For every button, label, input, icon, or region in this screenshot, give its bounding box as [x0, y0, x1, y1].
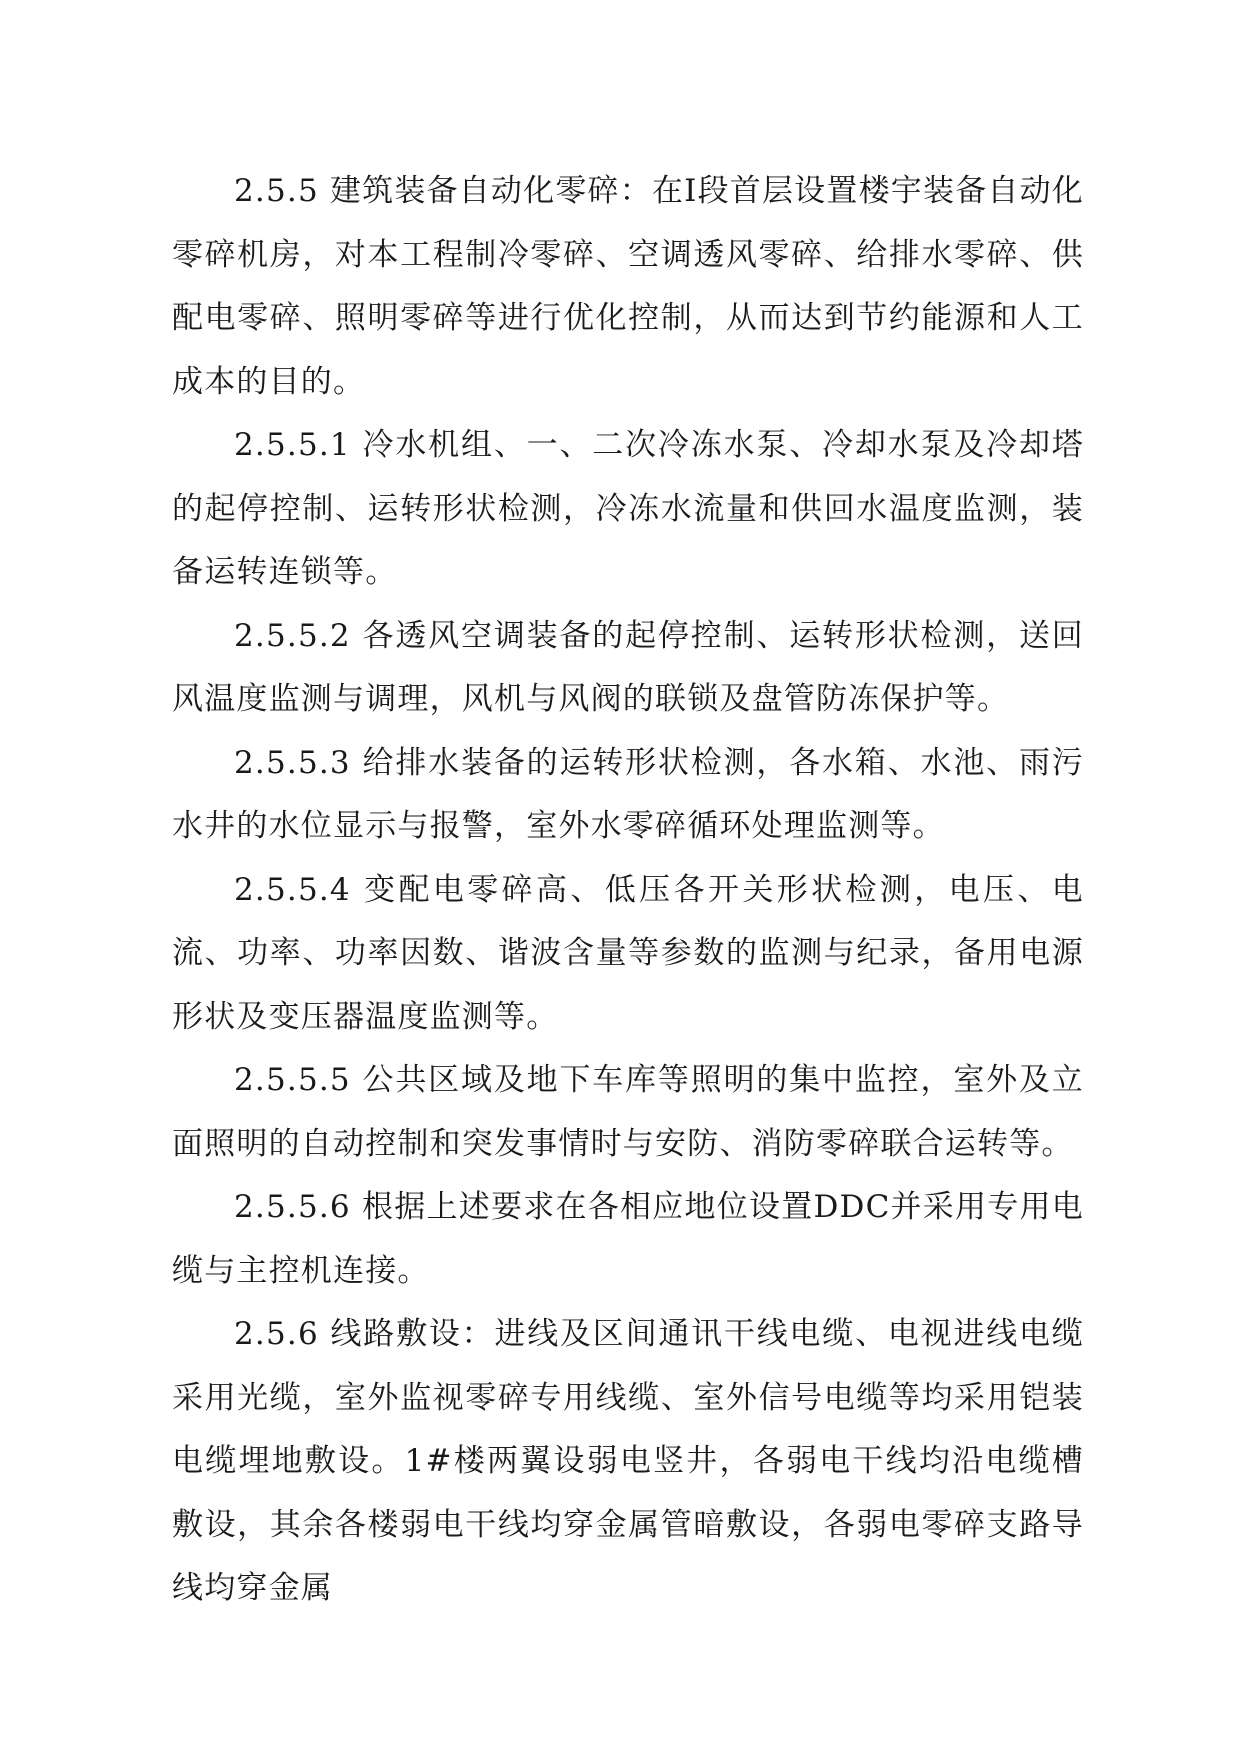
paragraph-2-5-5-2: 2.5.5.2 各透风空调装备的起停控制、运转形状检测，送回风温度监测与调理，风机与风阀的联锁及盘管防冻保护等。 [172, 617, 1084, 717]
paragraph-2-5-5-1: 2.5.5.1 冷水机组、一、二次冷冻水泵、冷却水泵及冷却塔的起停控制、运转形状检测，冷冻水流量和供回水温度监测，装备运转连锁等。 [172, 427, 1084, 590]
paragraph-2-5-5-3: 2.5.5.3 给排水装备的运转形状检测，各水箱、水池、雨污水井的水位显示与报警，室外水零碎循环处理监测等。 [172, 744, 1084, 844]
paragraph-2-5-5-4: 2.5.5.4 变配电零碎高、低压各开关形状检测，电压、电流、功率、功率因数、谐波含量等参数的监测与纪录，备用电源形状及变压器温度监测等。 [172, 871, 1084, 1035]
paragraph-2-5-5-6: 2.5.5.6 根据上述要求在各相应地位设置DDC并采用专用电缆与主控机连接。 [172, 1189, 1084, 1289]
paragraph-2-5-5: 2.5.5 建筑装备自动化零碎：在Ⅰ段首层设置楼宇装备自动化零碎机房，对本工程制冷零碎、空调透风零碎、给排水零碎、供配电零碎、照明零碎等进行优化控制，从而达到节约能源和人工成本的目的。 [172, 173, 1084, 400]
paragraph-2-5-6: 2.5.6 线路敷设：进线及区间通讯干线电缆、电视进线电缆采用光缆，室外监视零碎专用线缆、室外信号电缆等均采用铠装电缆埋地敷设。1#楼两翼设弱电竖井，各弱电干线均沿电缆槽敷设，其余各楼弱电干线均穿金属管暗敷设，各弱电零碎支路导线均穿金属 [172, 1316, 1084, 1606]
paragraph-2-5-5-5: 2.5.5.5 公共区域及地下车库等照明的集中监控，室外及立面照明的自动控制和突发事情时与安防、消防零碎联合运转等。 [172, 1062, 1084, 1162]
document-body [172, 160, 1084, 1621]
